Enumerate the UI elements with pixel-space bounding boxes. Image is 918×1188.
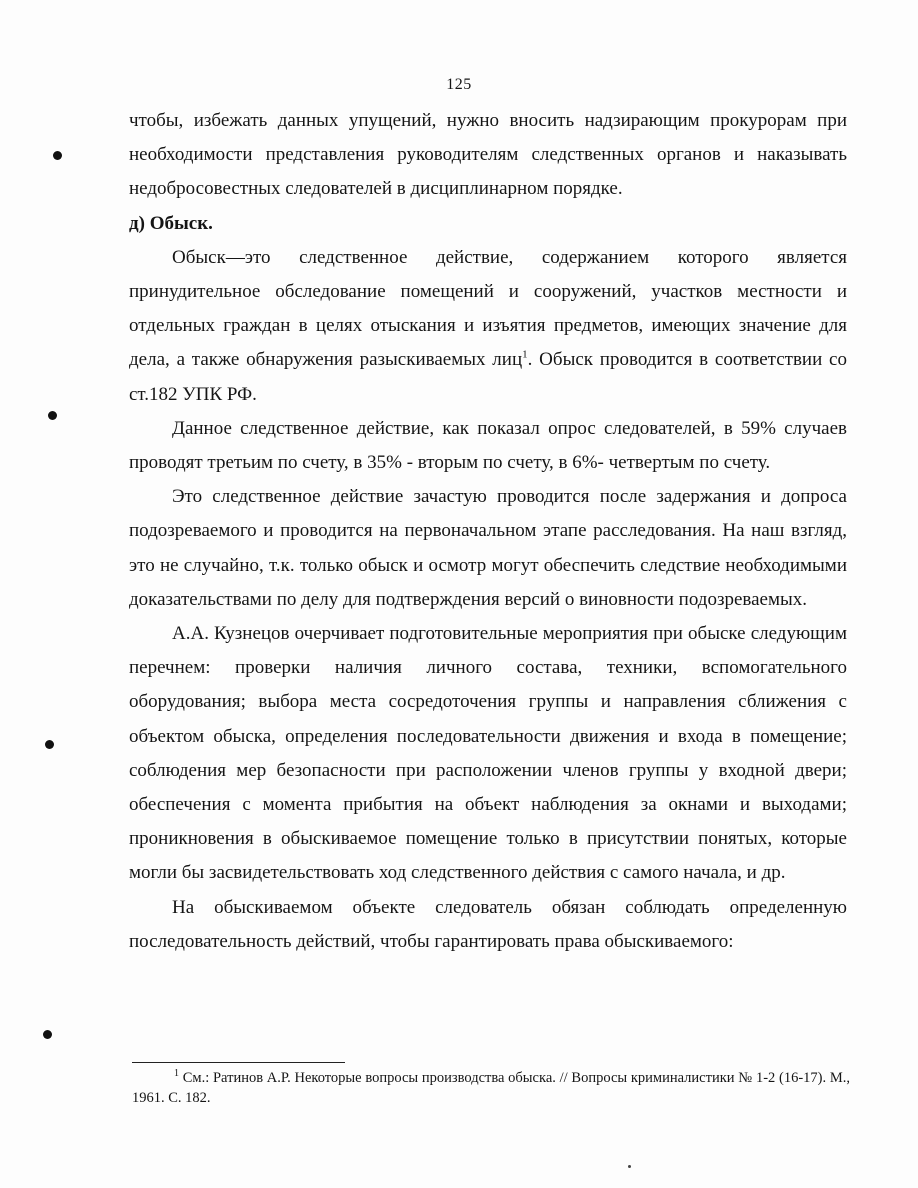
paragraph-survey: Данное следственное действие, как показал опрос следователей, в 59% случаев проводят третьим по счету, в 35% - вторым по счету, в 6%- четвертым по счету. (129, 417, 847, 474)
page-number: 125 (446, 76, 472, 93)
paragraph-sequence: На обыскиваемом объекте следователь обязан соблюдать определенную последовательность действий, чтобы гарантировать права обыскиваемого: (129, 896, 847, 952)
binding-hole-mark (48, 411, 57, 420)
paragraph-preparation: А.А. Кузнецов очерчивает подготовительные мероприятия при обыске следующим перечнем: проверки наличия личного состава, техники, вспомогательного оборудования; выбора места сосредоточения группы и направления сближения с объектом обыска, определения последовательности движения и входа в помещение; соблюдения мер безопасности при расположении членов группы у входной двери; обеспечения с момента прибытия на объект наблюдения за окнами и выходами; проникновения в обыскиваемое помещение только в присутствии понятых, которые могли бы засвидетельствовать ход следственного действия с самого начала, и др. (129, 623, 847, 884)
paragraph-continuation: чтобы, избежать данных упущений, нужно вносить надзирающим прокурорам при необходимости представления руководителям следственных органов и наказывать недобросовестных следователей в дисциплинарном порядке. (129, 110, 847, 200)
footnote-marker: 1 (174, 1068, 179, 1080)
binding-hole-mark (43, 1030, 52, 1039)
footnote-divider (132, 1062, 345, 1063)
paragraph-search-definition (129, 241, 847, 412)
footnote-text: См.: Ратинов А.Р. Некоторые вопросы производства обыска. // Вопросы криминалистики № 1-2 (16-17). М., 1961. С. 182. (132, 1070, 850, 1106)
footnote (132, 1068, 850, 1108)
footnote-reference: 1 (522, 349, 528, 362)
paragraph-text: . Обыск проводится в соответствии со ст.182 УПК РФ. (129, 349, 847, 405)
paragraph-timing: Это следственное действие зачастую проводится после задержания и допроса подозреваемого и проводится на первоначальном этапе расследования. На наш взгляд, это не случайно, т.к. только обыск и осмотр могут обеспечить следствие необходимыми доказательствами по делу для подтверждения версий о виновности подозреваемых. (129, 486, 847, 610)
binding-hole-mark (45, 740, 54, 749)
scan-speck (628, 1165, 631, 1168)
body-text (129, 104, 847, 959)
binding-hole-mark (53, 151, 62, 160)
paragraph-text: Обыск—это следственное действие, содержанием которого является принудительное обследование помещений и сооружений, участков местности и отдельных граждан в целях отыскания и изъятия предметов, имеющих значение для дела, а также обнаружения разыскиваемых лиц (129, 246, 847, 371)
section-heading: д) Обыск. (129, 212, 213, 234)
